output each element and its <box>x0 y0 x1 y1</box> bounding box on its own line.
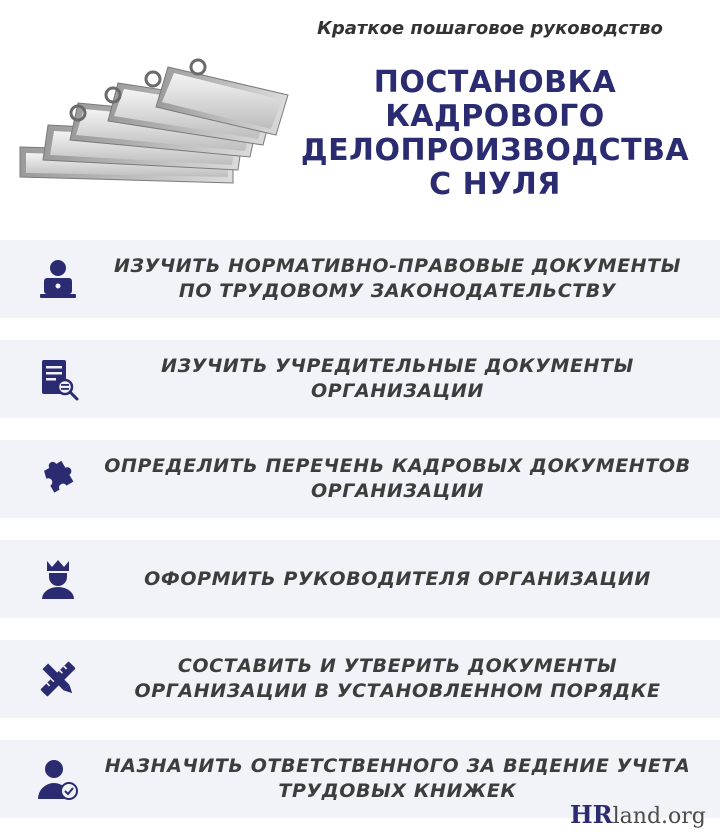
step-2 <box>0 340 720 418</box>
title-line: КАДРОВОГО <box>385 99 605 134</box>
title-line: С НУЛЯ <box>429 167 561 202</box>
step-5 <box>0 640 720 718</box>
step-text <box>95 540 700 618</box>
step-line: ОФОРМИТЬ РУКОВОДИТЕЛЯ ОРГАНИЗАЦИИ <box>144 567 651 590</box>
step-4 <box>0 540 720 618</box>
puzzle-icon <box>36 457 80 501</box>
pencil-ruler-icon <box>36 657 80 701</box>
step-line: ОРГАНИЗАЦИИ <box>311 480 484 502</box>
step-line: ПО ТРУДОВОМУ ЗАКОНОДАТЕЛЬСТВУ <box>178 280 617 302</box>
logo-text: land.org <box>612 804 706 829</box>
document-search-icon <box>36 357 80 401</box>
step-line: ИЗУЧИТЬ УЧРЕДИТЕЛЬНЫЕ ДОКУМЕНТЫ <box>161 355 634 377</box>
step-line: ТРУДОВЫХ КНИЖЕК <box>278 780 517 802</box>
person-laptop-icon <box>36 257 80 301</box>
title-line: ПОСТАНОВКА <box>373 65 617 100</box>
title-line: ДЕЛОПРОИЗВОДСТВА <box>300 133 690 168</box>
hrland-logo <box>570 800 706 832</box>
step-text <box>95 240 700 318</box>
step-3 <box>0 440 720 518</box>
step-text <box>95 340 700 418</box>
step-text <box>95 440 700 518</box>
step-line: СОСТАВИТЬ И УТВЕРИТЬ ДОКУМЕНТЫ <box>177 655 618 677</box>
step-line: ОРГАНИЗАЦИИ <box>311 380 484 402</box>
step-line: ИЗУЧИТЬ НОРМАТИВНО-ПРАВОВЫЕ ДОКУМЕНТЫ <box>113 255 682 277</box>
page-title <box>300 66 690 202</box>
step-text <box>95 640 700 718</box>
binders-illustration <box>18 55 293 190</box>
step-line: НАЗНАЧИТЬ ОТВЕТСТВЕННОГО ЗА ВЕДЕНИЕ УЧЕТА <box>104 755 691 777</box>
subtitle: Краткое пошаговое руководство <box>317 18 663 39</box>
person-check-icon <box>36 757 80 801</box>
step-line: ОПРЕДЕЛИТЬ ПЕРЕЧЕНЬ КАДРОВЫХ ДОКУМЕНТОВ <box>104 455 691 477</box>
step-1 <box>0 240 720 318</box>
crowned-person-icon <box>36 557 80 601</box>
step-line: ОРГАНИЗАЦИИ В УСТАНОВЛЕННОМ ПОРЯДКЕ <box>134 680 661 702</box>
logo-mark: HR <box>570 800 613 829</box>
